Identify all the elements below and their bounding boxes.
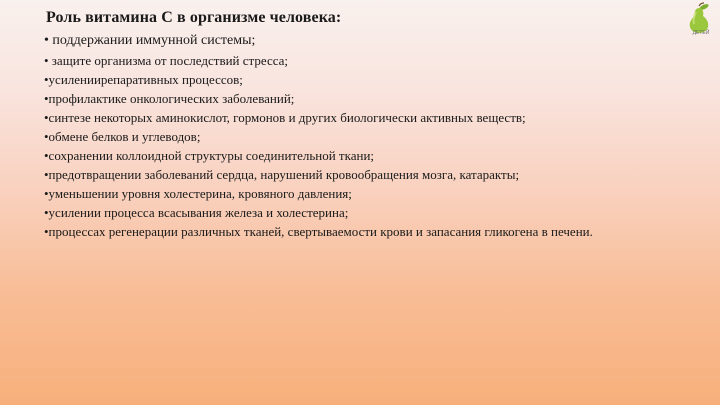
list-item: •сохранении коллоидной структуры соединительной ткани; xyxy=(44,148,375,163)
list-item: •уменьшении уровня холестерина, кровяного давления; xyxy=(44,186,352,201)
benefits-list xyxy=(44,31,654,241)
list-item: • поддержании иммунной системы; xyxy=(44,33,256,48)
list-item: •усилениирепаративных процессов; xyxy=(44,72,243,87)
list-item: •усилении процесса всасывания железа и холестерина; xyxy=(44,205,349,220)
list-item: •процессах регенерации различных тканей, свертываемости крови и запасания гликогена в печени. xyxy=(44,224,593,239)
list-item: •синтезе некоторых аминокислот, гормонов и других биологически активных веществ; xyxy=(44,110,526,125)
list-item: •профилактике онкологических заболеваний; xyxy=(44,91,295,106)
logo-caption: ДЕТЕЙ xyxy=(692,30,710,36)
list-item: •обмене белков и углеводов; xyxy=(44,129,201,144)
pear-icon xyxy=(682,2,716,42)
list-item: •предотвращении заболеваний сердца, нарушений кровообращения мозга, катаракты; xyxy=(44,167,520,182)
slide-title: Роль витамина С в организме человека: xyxy=(46,9,342,26)
list-item: • защите организма от последствий стресса; xyxy=(44,53,289,68)
